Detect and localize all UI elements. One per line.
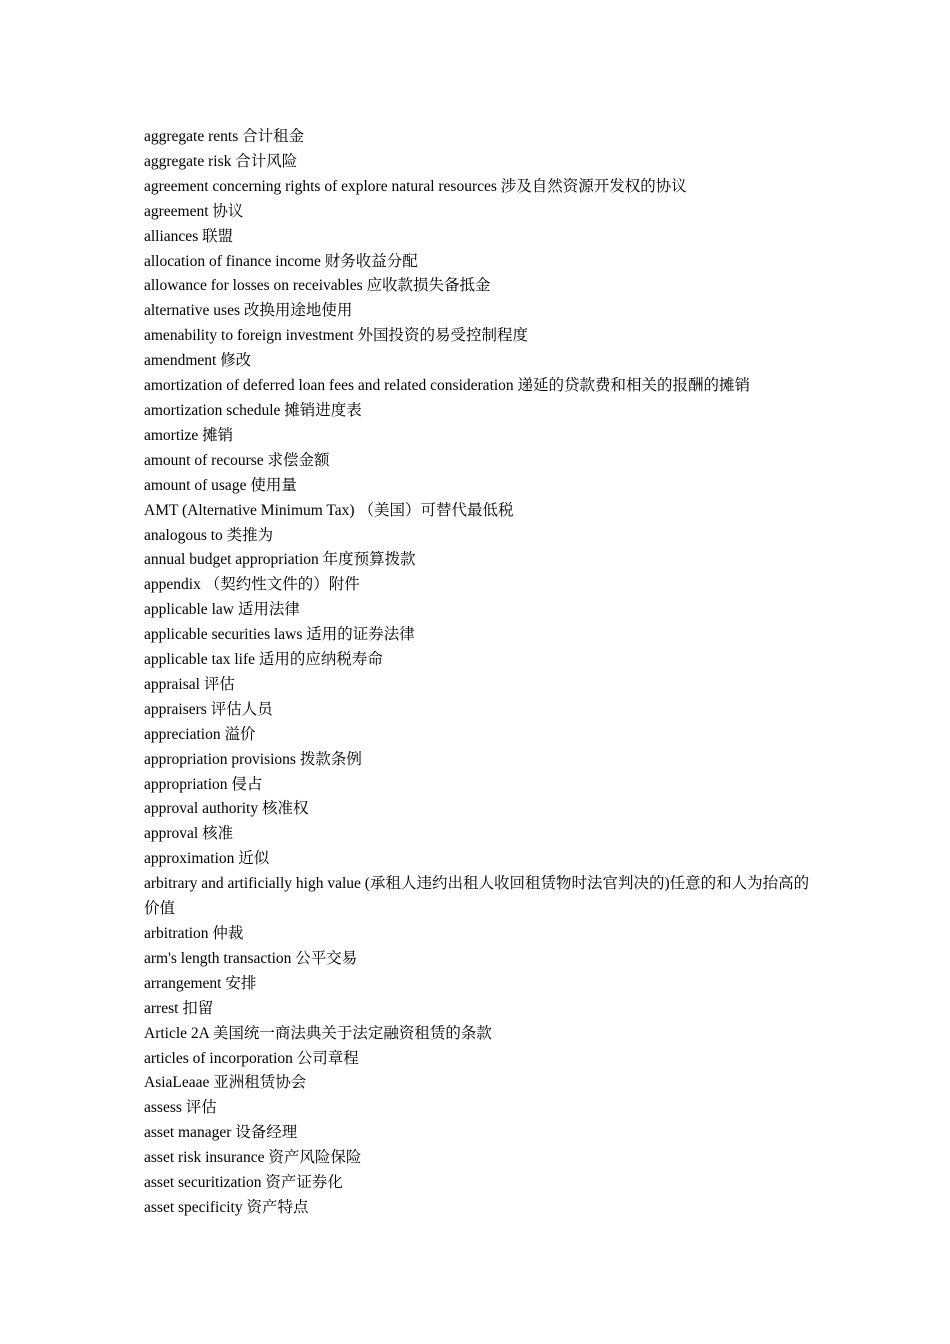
glossary-entry: appraisal 评估 <box>144 675 235 693</box>
glossary-entry: appropriation provisions 拨款条例 <box>144 750 362 768</box>
glossary-entry: alternative uses 改换用途地使用 <box>144 302 353 320</box>
glossary-entry: arrangement 安排 <box>144 974 257 992</box>
glossary-entry: AMT (Alternative Minimum Tax) （美国）可替代最低税 <box>144 501 514 519</box>
glossary-entry: arbitrary and artificially high value (承租人违约出租人收回租赁物时法官判决的)任意的和人为抬高的价值 <box>144 875 810 918</box>
glossary-entry: analogous to 类推为 <box>144 526 274 544</box>
glossary-entry: applicable law 适用法律 <box>144 601 300 619</box>
glossary-entry: arm's length transaction 公平交易 <box>144 949 358 967</box>
glossary-entry: applicable securities laws 适用的证券法律 <box>144 626 415 644</box>
glossary-entry: agreement 协议 <box>144 202 244 220</box>
glossary-entry: asset risk insurance 资产风险保险 <box>144 1149 362 1167</box>
glossary-entry: appropriation 侵占 <box>144 775 263 793</box>
glossary-page <box>144 125 814 1221</box>
glossary-entry: annual budget appropriation 年度预算拨款 <box>144 551 416 569</box>
glossary-entry: amortization of deferred loan fees and related consideration 递延的贷款费和相关的报酬的摊销 <box>144 377 751 395</box>
glossary-entry: amendment 修改 <box>144 352 252 370</box>
glossary-entry: approval authority 核准权 <box>144 800 309 818</box>
glossary-entry: allowance for losses on receivables 应收款损失备抵金 <box>144 277 491 295</box>
glossary-entry: approval 核准 <box>144 825 234 843</box>
glossary-entry: asset specificity 资产特点 <box>144 1198 309 1216</box>
glossary-entry: appraisers 评估人员 <box>144 700 273 718</box>
glossary-entry: amenability to foreign investment 外国投资的易受控制程度 <box>144 327 529 345</box>
glossary-entry: amortization schedule 摊销进度表 <box>144 401 362 419</box>
glossary-entry: allocation of finance income 财务收益分配 <box>144 252 418 270</box>
glossary-entry: arbitration 仲裁 <box>144 925 244 942</box>
glossary-entry: appendix （契约性文件的）附件 <box>144 576 360 594</box>
glossary-entry: arrest 扣留 <box>144 999 214 1017</box>
glossary-entry: aggregate rents 合计租金 <box>144 128 305 145</box>
glossary-entry: applicable tax life 适用的应纳税寿命 <box>144 651 383 669</box>
glossary-entry: AsiaLeaae 亚洲租赁协会 <box>144 1074 307 1092</box>
glossary-entry: articles of incorporation 公司章程 <box>144 1049 359 1067</box>
glossary-entry: agreement concerning rights of explore natural resources 涉及自然资源开发权的协议 <box>144 177 687 195</box>
glossary-entry: amount of recourse 求偿金额 <box>144 451 330 469</box>
glossary-entry: amount of usage 使用量 <box>144 476 297 494</box>
glossary-entry: asset manager 设备经理 <box>144 1124 298 1142</box>
glossary-entry: amortize 摊销 <box>144 426 234 444</box>
glossary-entry: assess 评估 <box>144 1099 217 1117</box>
glossary-entry: appreciation 溢价 <box>144 725 256 743</box>
glossary-entry: asset securitization 资产证券化 <box>144 1174 343 1192</box>
glossary-entry: alliances 联盟 <box>144 227 234 245</box>
glossary-entry: approximation 近似 <box>144 850 270 868</box>
glossary-entry: Article 2A 美国统一商法典关于法定融资租赁的条款 <box>144 1024 492 1042</box>
glossary-entry: aggregate risk 合计风险 <box>144 152 298 170</box>
